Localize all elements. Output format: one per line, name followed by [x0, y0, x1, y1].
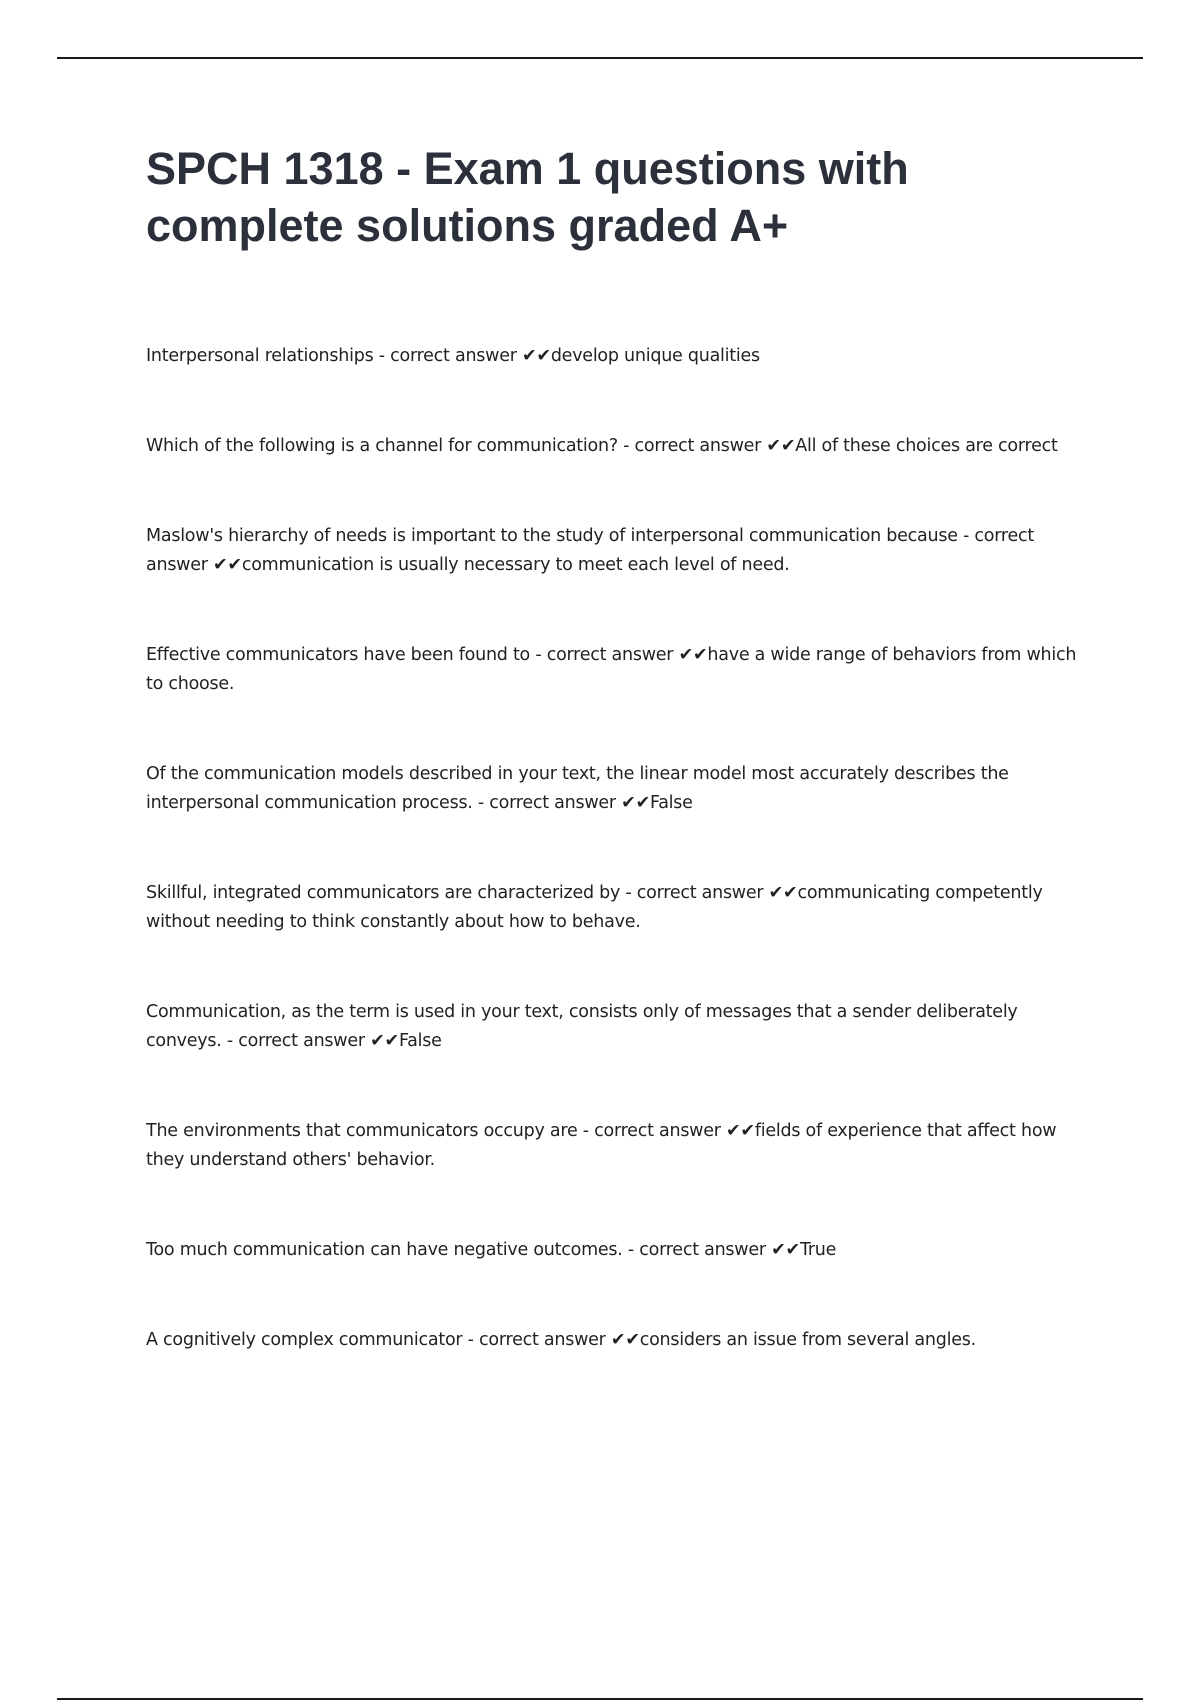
qa-list — [146, 342, 1086, 1355]
qa-item-8: The environments that communicators occupy are - correct answer ✔✔fields of experience that affect how they understand others' behavior. — [146, 1121, 1057, 1170]
qa-item-1: Interpersonal relationships - correct answer ✔✔develop unique qualities — [146, 346, 760, 366]
qa-item-2: Which of the following is a channel for communication? - correct answer ✔✔All of these choices are correct — [146, 436, 1058, 456]
qa-item-6: Skillful, integrated communicators are characterized by - correct answer ✔✔communicating competently without needing to think constantly about how to behave. — [146, 883, 1043, 932]
top-rule — [57, 57, 1143, 59]
qa-item-9: Too much communication can have negative outcomes. - correct answer ✔✔True — [146, 1240, 837, 1260]
qa-item-5: Of the communication models described in your text, the linear model most accurately describes the interpersonal communication process. - correct answer ✔✔False — [146, 764, 1009, 813]
document-body — [146, 140, 1086, 1416]
qa-item-7: Communication, as the term is used in your text, consists only of messages that a sender deliberately conveys. - correct answer ✔✔False — [146, 1002, 1018, 1051]
qa-item-3: Maslow's hierarchy of needs is important to the study of interpersonal communication because - correct answer ✔✔communication is usually necessary to meet each level of need. — [146, 526, 1034, 575]
qa-item-4: Effective communicators have been found to - correct answer ✔✔have a wide range of behaviors from which to choose. — [146, 645, 1077, 694]
page-title: SPCH 1318 - Exam 1 questions with complete solutions graded A+ — [146, 143, 909, 251]
qa-item-10: A cognitively complex communicator - correct answer ✔✔considers an issue from several angles. — [146, 1330, 976, 1350]
